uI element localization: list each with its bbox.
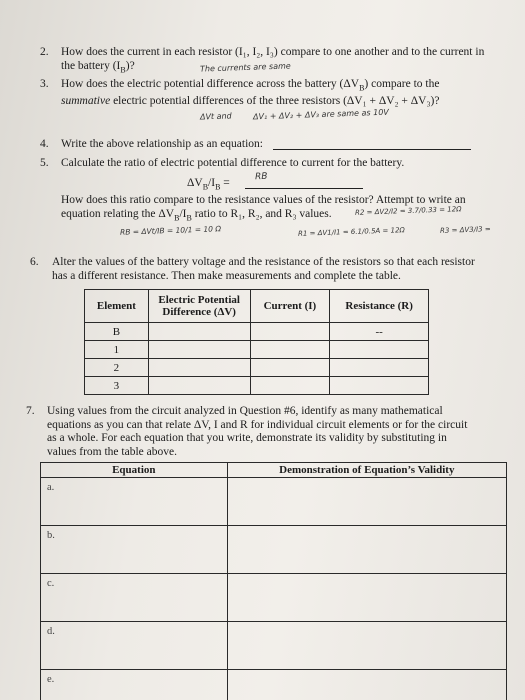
q6-measurement-table bbox=[84, 289, 429, 395]
row-current-cell[interactable] bbox=[250, 341, 330, 359]
row-current-cell[interactable] bbox=[250, 359, 330, 377]
table-row bbox=[41, 526, 507, 574]
q5-handwritten-rb: RB = ΔVt/IB = 10/1 = 10 Ω bbox=[119, 224, 222, 237]
row-potential-cell[interactable] bbox=[148, 359, 250, 377]
q4-text: Write the above relationship as an equation: bbox=[61, 138, 263, 150]
q7-table-header bbox=[41, 463, 507, 478]
row-potential-cell[interactable] bbox=[148, 341, 250, 359]
q5-followup-line2: equation relating the $\Delta V_B/I_B$ ratio to R₁, R₂, and R₃ values. bbox=[61, 207, 332, 222]
table-row bbox=[85, 377, 429, 395]
q2-handwritten-answer: The currents are same bbox=[199, 61, 291, 74]
q3-text bbox=[61, 78, 501, 108]
table-row bbox=[41, 478, 507, 526]
q6-line2: has a different resistance. Then make measurements and complete the table. bbox=[52, 269, 401, 282]
row-element: 2 bbox=[85, 359, 149, 377]
q2-line2: the battery $(I_B)$? bbox=[61, 59, 135, 74]
q3-handwritten-b: ΔV₁ + ΔV₂ + ΔV₃ are same as 10V bbox=[252, 107, 389, 122]
demonstration-cell-c[interactable] bbox=[227, 574, 506, 622]
row-potential-cell[interactable] bbox=[148, 377, 250, 395]
q7-line2: equations as you can that relate ΔV, I and R for individual circuit elements or for the circuit bbox=[47, 418, 468, 431]
col-header-potential-difference: Electric Potential Difference (ΔV) bbox=[148, 290, 250, 323]
table-row bbox=[85, 359, 429, 377]
equation-cell-d[interactable]: d. bbox=[41, 622, 228, 670]
table-row bbox=[41, 622, 507, 670]
table-row bbox=[41, 574, 507, 622]
demonstration-cell-e[interactable] bbox=[227, 670, 506, 700]
q5-handwritten-r1: R1 = ΔV1/I1 = 6.1/0.5A = 12Ω bbox=[297, 226, 405, 238]
table-row bbox=[85, 341, 429, 359]
table-row bbox=[41, 670, 507, 700]
q6-text bbox=[52, 256, 512, 283]
col-header-demonstration: Demonstration of Equation’s Validity bbox=[227, 463, 506, 478]
row-resistance-cell[interactable] bbox=[330, 377, 429, 395]
row-element: 1 bbox=[85, 341, 149, 359]
row-current-cell[interactable] bbox=[250, 377, 330, 395]
q5-ratio-line bbox=[245, 188, 363, 189]
q7-equation-table bbox=[40, 462, 507, 700]
q6-table-header bbox=[85, 290, 429, 323]
q7-text bbox=[47, 405, 512, 459]
q5-handwritten-r2: R2 = ΔV2/I2 = 3.7/0.33 = 12Ω bbox=[354, 205, 462, 217]
row-potential-cell[interactable] bbox=[148, 323, 250, 341]
q6-number: 6. bbox=[30, 256, 39, 268]
table-row bbox=[85, 323, 429, 341]
row-resistance-cell[interactable] bbox=[330, 341, 429, 359]
row-resistance-cell: -- bbox=[330, 323, 429, 341]
row-element: B bbox=[85, 323, 149, 341]
q7-line3: as a whole. For each equation that you write, demonstrate its validity by substituting in bbox=[47, 432, 447, 444]
q7-number: 7. bbox=[26, 405, 35, 417]
equation-cell-e[interactable]: e. bbox=[41, 670, 228, 700]
q3-number: 3. bbox=[40, 78, 49, 90]
q5-text: Calculate the ratio of electric potential difference to current for the battery. bbox=[61, 157, 405, 169]
demonstration-cell-b[interactable] bbox=[227, 526, 506, 574]
q6-line1: Alter the values of the battery voltage and the resistance of the resistors so that each resistor bbox=[52, 256, 475, 268]
demonstration-cell-a[interactable] bbox=[227, 478, 506, 526]
col-header-element: Element bbox=[85, 290, 149, 323]
q5-followup-line1: How does this ratio compare to the resistance values of the resistor? Attempt to write an bbox=[61, 194, 466, 206]
q5-handwritten-ratio: RB bbox=[254, 171, 268, 183]
q4-number: 4. bbox=[40, 138, 49, 150]
col-header-equation: Equation bbox=[41, 463, 228, 478]
q2-line1: How does the current in each resistor (I₁, I₂, I₃) compare to one another and to the current in bbox=[61, 46, 485, 58]
q5-ratio-label: $\Delta V_B/I_B$ = bbox=[187, 177, 230, 192]
q3-handwritten-a: ΔVt and bbox=[199, 111, 232, 122]
equation-cell-b[interactable]: b. bbox=[41, 526, 228, 574]
equation-cell-c[interactable]: c. bbox=[41, 574, 228, 622]
row-element: 3 bbox=[85, 377, 149, 395]
col-header-resistance: Resistance (R) bbox=[330, 290, 429, 323]
q2-number: 2. bbox=[40, 46, 49, 58]
q5-number: 5. bbox=[40, 157, 49, 169]
q7-line4: values from the table above. bbox=[47, 445, 177, 458]
row-current-cell[interactable] bbox=[250, 323, 330, 341]
q3-line2: summative electric potential differences of the three resistors (ΔV₁ + ΔV₂ + ΔV₃)? bbox=[61, 94, 440, 107]
q4-answer-line bbox=[273, 149, 471, 150]
q5-handwritten-r3: R3 = ΔV3/I3 = bbox=[439, 225, 491, 235]
col-header-current: Current (I) bbox=[250, 290, 330, 323]
equation-cell-a[interactable]: a. bbox=[41, 478, 228, 526]
row-resistance-cell[interactable] bbox=[330, 359, 429, 377]
demonstration-cell-d[interactable] bbox=[227, 622, 506, 670]
q7-line1: Using values from the circuit analyzed in Question #6, identify as many mathematical bbox=[47, 405, 443, 417]
q3-line1: How does the electric potential difference across the battery $(\Delta V_B)$ compare to the bbox=[61, 78, 440, 93]
